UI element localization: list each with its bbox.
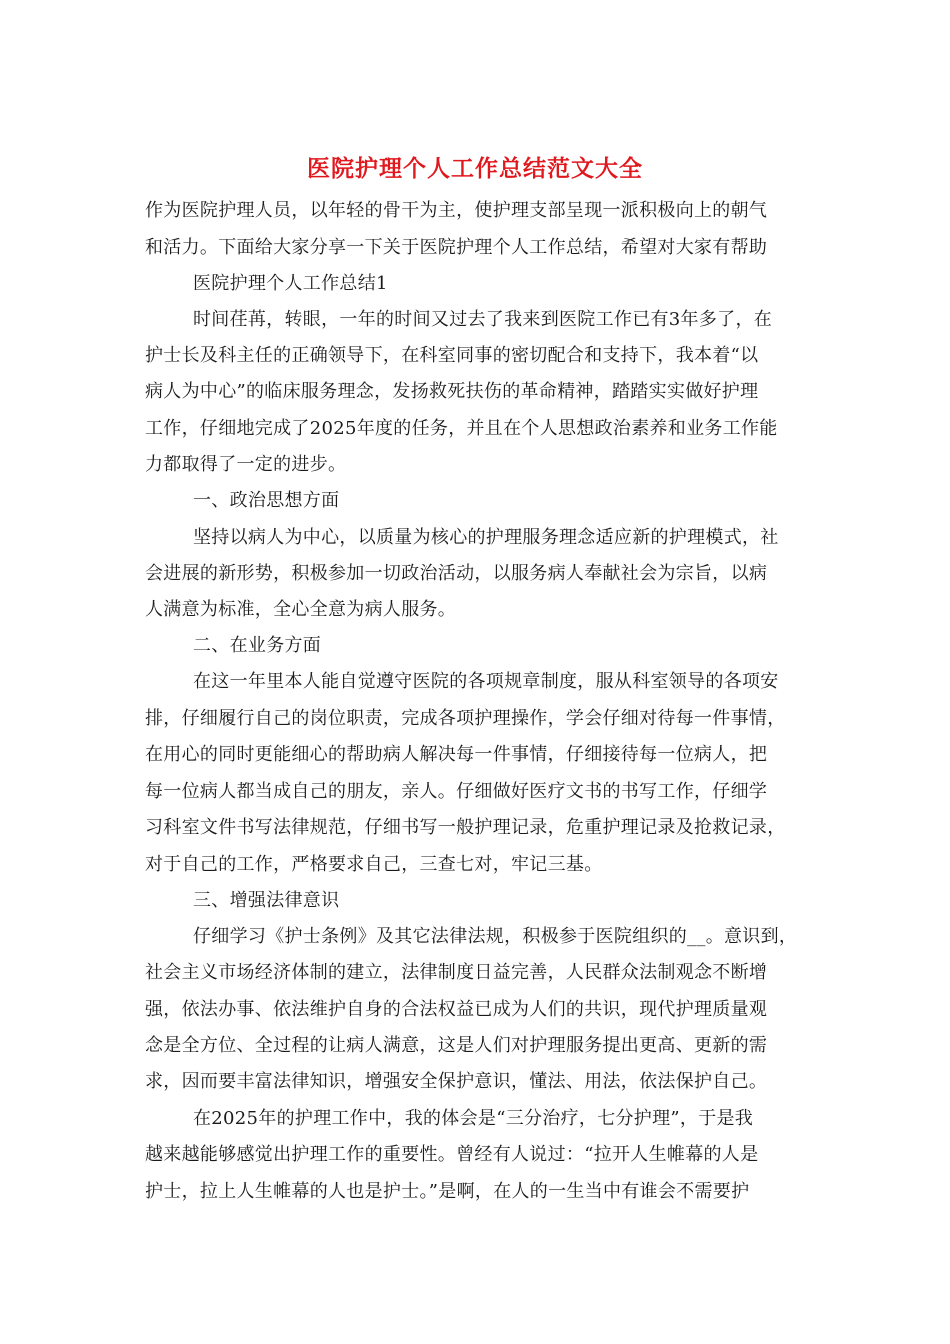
text-line: 仔细学习《护士条例》及其它法律法规，积极参于医院组织的__。意识到，	[193, 926, 798, 947]
text-line: 人满意为标准，全心全意为病人服务。	[145, 599, 457, 620]
text-line: 坚持以病人为中心，以质量为核心的护理服务理念适应新的护理模式，社	[193, 527, 779, 548]
text-line: 护士，拉上人生帷幕的人也是护士。”是啊，在人的一生当中有谁会不需要护	[145, 1181, 750, 1202]
text-line: 越来越能够感觉出护理工作的重要性。曾经有人说过：“拉开人生帷幕的人是	[145, 1144, 759, 1165]
text-line: 习科室文件书写法律规范，仔细书写一般护理记录，危重护理记录及抢救记录，	[145, 817, 786, 838]
text-line: 对于自己的工作，严格要求自己，三查七对，牢记三基。	[145, 854, 603, 875]
text-line: 作为医院护理人员，以年轻的骨干为主，使护理支部呈现一派积极向上的朝气	[145, 200, 768, 221]
text-line: 和活力。下面给大家分享一下关于医院护理个人工作总结，希望对大家有帮助	[145, 237, 768, 258]
text-line: 排，仔细履行自己的岗位职责，完成各项护理操作，学会仔细对待每一件事情，	[145, 708, 786, 729]
text-line: 护士长及科主任的正确领导下，在科室同事的密切配合和支持下，我本着“以	[145, 345, 759, 366]
section-heading: 一、政治思想方面	[193, 490, 340, 511]
text-line: 求，因而要丰富法律知识，增强安全保护意识，懂法、用法，依法保护自己。	[145, 1071, 768, 1092]
text-line: 会进展的新形势，积极参加一切政治活动，以服务病人奉献社会为宗旨，以病	[145, 563, 768, 584]
text-line: 时间荏苒，转眼，一年的时间又过去了我来到医院工作已有3年多了，在	[193, 309, 773, 330]
section-heading: 三、增强法律意识	[193, 890, 340, 911]
text-line: 在2025年的护理工作中，我的体会是“三分治疗，七分护理”，于是我	[193, 1108, 754, 1129]
document-title: 医院护理个人工作总结范文大全	[307, 155, 643, 182]
text-line: 病人为中心”的临床服务理念，发扬救死扶伤的革命精神，踏踏实实做好护理	[145, 381, 759, 402]
text-line: 念是全方位、全过程的让病人满意，这是人们对护理服务提出更高、更新的需	[145, 1035, 768, 1056]
text-line: 社会主义市场经济体制的建立，法律制度日益完善，人民群众法制观念不断增	[145, 962, 768, 983]
text-line: 力都取得了一定的进步。	[145, 454, 347, 475]
text-line: 工作，仔细地完成了2025年度的任务，并且在个人思想政治素养和业务工作能	[145, 418, 778, 439]
text-line: 每一位病人都当成自己的朋友，亲人。仔细做好医疗文书的书写工作，仔细学	[145, 781, 768, 802]
text-line: 在用心的同时更能细心的帮助病人解决每一件事情，仔细接待每一位病人，把	[145, 744, 768, 765]
text-line: 在这一年里本人能自觉遵守医院的各项规章制度，服从科室领导的各项安	[193, 671, 779, 692]
text-line: 强，依法办事、依法维护自身的合法权益已成为人们的共识，现代护理质量观	[145, 999, 768, 1020]
section-heading: 二、在业务方面	[193, 635, 322, 656]
section-title: 医院护理个人工作总结1	[193, 273, 388, 294]
